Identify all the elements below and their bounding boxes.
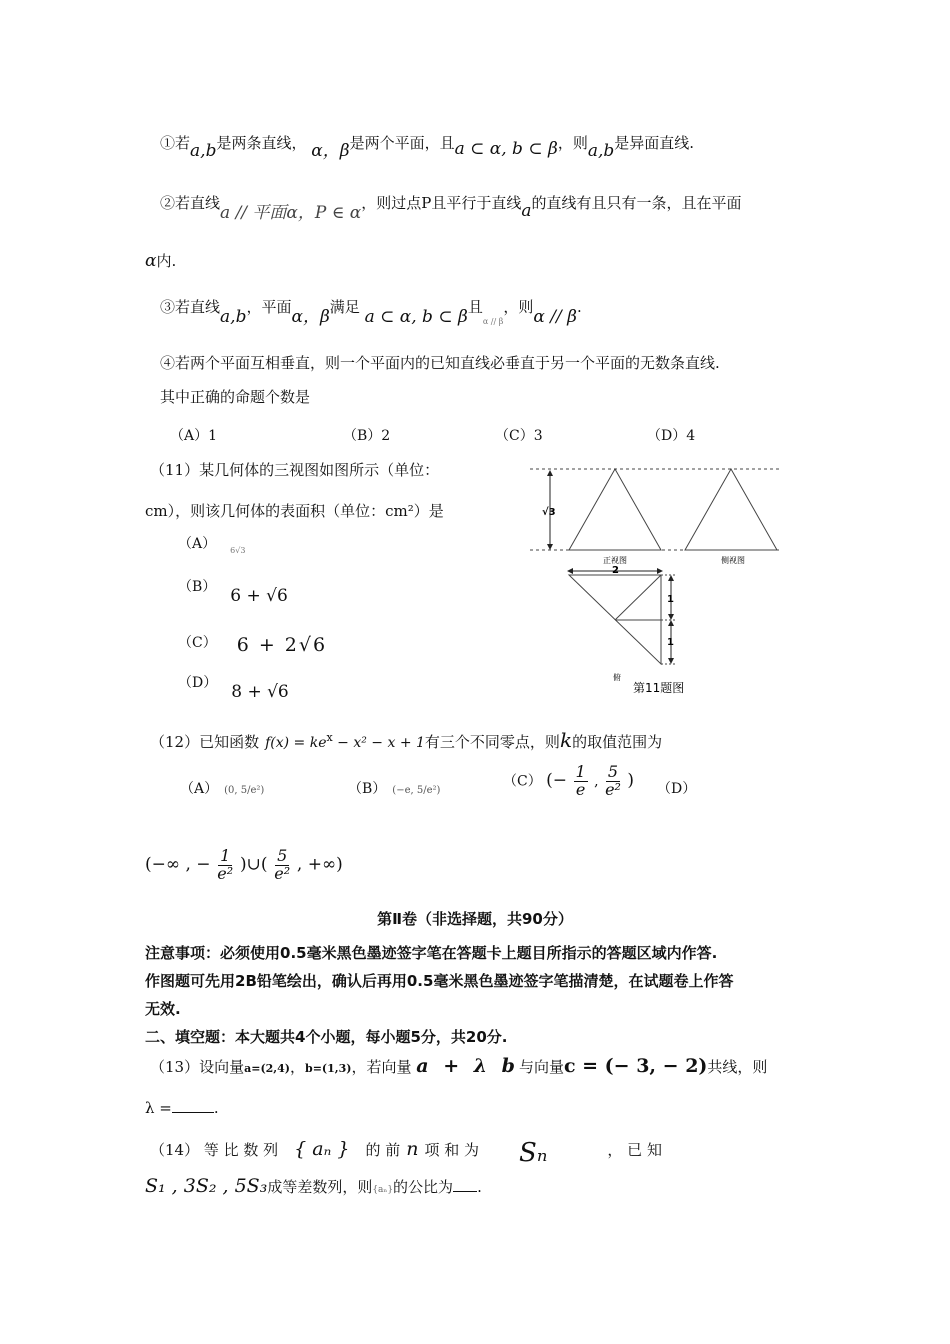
q12-option-a: （A） (0, 5/e²) (180, 781, 265, 797)
three-view-figure (525, 460, 795, 700)
height-label: √3 (542, 507, 556, 518)
q11-option-b: （B） 6 + √6 (178, 579, 288, 606)
question-prompt: 其中正确的命题个数是 (160, 388, 311, 406)
q13-blank (172, 1098, 214, 1113)
part2-note-1: 注意事项：必须使用0.5毫米黑色墨迹签字笔在答题卡上题目所指示的答题区域内作答. (145, 944, 718, 962)
statement-4: ④若两个平面互相垂直，则一个平面内的已知直线必垂直于另一个平面的无数条直线. (160, 354, 720, 372)
side-view (685, 469, 777, 550)
q11-line2: cm），则该几何体的表面积（单位：cm²）是 (145, 502, 444, 520)
q11-line1: （11）某几何体的三视图如图所示（单位： (150, 461, 440, 479)
q11-option-a: （A） $_{6√3}$ (178, 536, 246, 555)
statement-1: ①若a,b是两条直线， α，β是两个平面，且a ⊂ α, b ⊂ β，则a,b是异面直线. (160, 134, 695, 161)
q13-answer-line: λ = . (145, 1099, 219, 1117)
q11-option-d: （D） 8 + √6 (178, 675, 289, 702)
q14-stem: （14） 等 比 数 列 { aₙ } 的 前 n 项 和 为 Sₙ ， 已 知 (150, 1138, 662, 1168)
option-c: （C）3 (495, 428, 543, 444)
q12-option-c: （C） (− $\frac{1}{e}$ , $\frac{5}{\text{e²}}$ ) (503, 762, 635, 799)
width-label: 2 (612, 565, 619, 576)
top-view-label: 俯 (613, 673, 621, 682)
statement-2-cont: α内. (145, 251, 177, 271)
q12-option-d-value: (−∞ , − $\frac{1}{\text{e²}}$ )∪( $\frac{5}{\text{e²}}$ , +∞) (145, 846, 343, 883)
section-heading: 二、填空题：本大题共4个小题，每小题5分，共20分. (145, 1028, 508, 1046)
front-view-label: 正视图 (603, 556, 627, 565)
front-view (569, 469, 661, 550)
part2-title: 第Ⅱ卷（非选择题，共90分） (377, 910, 573, 928)
q14-stem-cont: S₁ , 3S₂ , 5S₃成等差数列，则{aₙ}的公比为 . (145, 1175, 482, 1197)
statement-3: ③若直线a,b，平面α，β满足 a ⊂ α, b ⊂ β且$_{\alpha // \beta}$，则α // β. (160, 298, 582, 327)
q11-option-c: （C） 6 + 2√6 (178, 634, 328, 656)
option-d: （D）4 (647, 428, 696, 444)
q12-option-d: （D） (657, 781, 697, 797)
part2-note-2: 作图题可先用2B铅笔绘出，确认后再用0.5毫米黑色墨迹签字笔描清楚，在试题卷上作答 (145, 972, 734, 990)
side-view-label: 侧视图 (721, 556, 745, 565)
part2-note-3: 无效. (145, 1000, 181, 1018)
depth-label-2: 1 (667, 637, 674, 648)
q12-option-b: （B） (−e, 5/e²) (348, 781, 441, 797)
q14-blank (453, 1177, 477, 1192)
figure-caption: 第11题图 (633, 681, 685, 695)
statement-2: ②若直线a // 平面α，P ∈ α，则过点P且平行于直线a的直线有且只有一条，且在平面 (160, 194, 742, 223)
q12-stem: （12）已知函数 $f(x) = ke^x - x^2 - x + 1$有三个不同零点，则k的取值范围为 (150, 728, 663, 752)
option-a: （A）1 (170, 428, 218, 444)
option-b: （B）2 (343, 428, 391, 444)
depth-label-1: 1 (667, 594, 674, 605)
q13-stem: （13）设向量a=(2,4)，b=(1,3)，若向量 a + λ b与向量c = (− 3, − 2)共线，则 (150, 1055, 768, 1077)
